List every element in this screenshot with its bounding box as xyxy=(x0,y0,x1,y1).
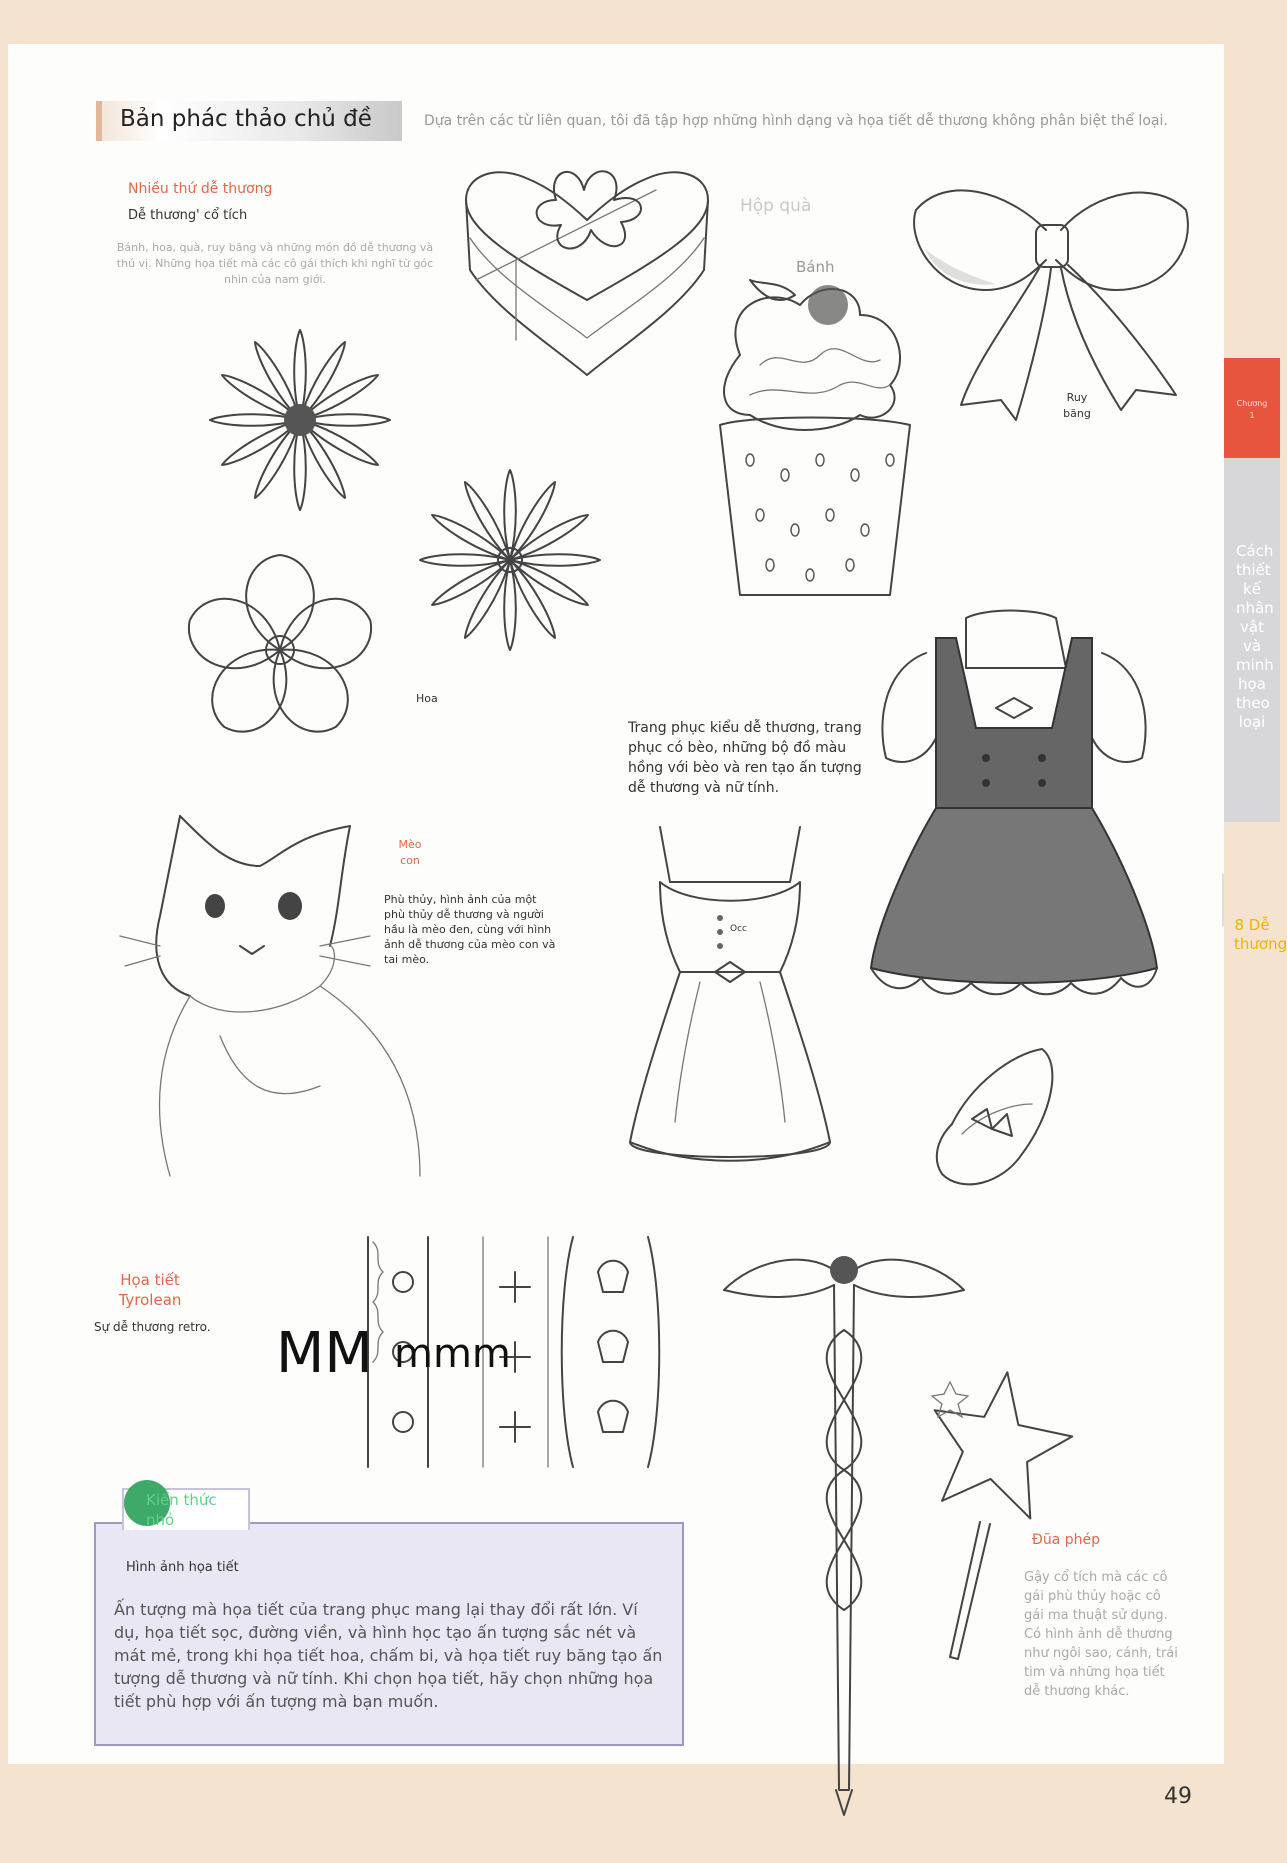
wand-title: Đũa phép xyxy=(1032,1532,1101,1548)
ribbon-bow-sketch xyxy=(906,180,1196,420)
label-ribbon: Ruy băng xyxy=(1063,391,1091,420)
tyrolean-subtitle: Sự dễ thương retro. xyxy=(94,1320,211,1334)
dress-tag: Occ xyxy=(730,924,747,934)
section-tab[interactable]: 8 Dễ thương xyxy=(1234,916,1287,953)
kitten-sketch xyxy=(120,786,480,1181)
outfit-note: Trang phục kiểu dễ thương, trang phục có bèo, những bộ đồ màu hồng với bèo và ren tạo ấn tượng dễ thương và nữ tính. xyxy=(628,720,862,796)
pattern-small: mmm xyxy=(394,1331,511,1377)
pattern-big: MM xyxy=(276,1321,373,1386)
section-intro: Dựa trên các từ liên quan, tôi đã tập hợp những hình dạng và họa tiết dễ thương không phân biệt thể loại. xyxy=(424,113,1168,129)
chapter-label: Chương 1 xyxy=(1236,399,1268,420)
label-flower: Hoa xyxy=(416,692,438,705)
label-gift-box: Hộp quà xyxy=(740,196,812,216)
shoe-sketch xyxy=(932,1044,1062,1194)
tyrolean-title: Họa tiết Tyrolean xyxy=(118,1271,182,1309)
wand-note: Gậy cổ tích mà các cô gái phù thủy hoặc cô gái ma thuật sử dụng. Có hình ảnh dễ thương như ngôi sao, cánh, trái tim và những họa tiết dễ thương khác. xyxy=(1024,1570,1178,1699)
cupcake-sketch xyxy=(710,275,920,605)
kitten-note: Phù thủy, hình ảnh của một phù thủy dễ thương và người hầu là mèo đen, cùng với hình ảnh dễ thương của mèo con và tai mèo. xyxy=(384,893,556,966)
pinafore-dress-sketch xyxy=(866,598,1162,1018)
label-cake: Bánh xyxy=(796,258,835,276)
section-title: Bản phác thảo chủ đề xyxy=(120,106,372,132)
tip-tab-label: Kiến thức nhỏ xyxy=(146,1491,217,1529)
intro-description: Bánh, hoa, quà, ruy băng và những món đồ dễ thương và thú vị. Những họa tiết mà các cô gái thích khi nghĩ từ góc nhìn của nam giới. xyxy=(116,241,434,286)
chapter-title: Cách thiết kế nhân vật và minh họa theo loại xyxy=(1236,542,1274,731)
flower-sketch xyxy=(180,310,610,760)
label-kitten: Mèo con xyxy=(398,838,422,867)
intro-heading: Nhiều thứ dễ thương xyxy=(128,181,273,197)
tip-body: Ấn tượng mà họa tiết của trang phục mang lại thay đổi rất lớn. Ví dụ, họa tiết sọc, đường viền, và hình học tạo ấn tượng sắc nét và mát mẻ, trong khi họa tiết hoa, chấm bi, và họa tiết ruy băng tạo ấn tượng dễ thương và nữ tính. Khi chọn họa tiết, hãy chọn những họa tiết phù hợp với ấn tượng mà bạn muốn. xyxy=(114,1600,663,1711)
intro-subheading: Dễ thương' cổ tích xyxy=(128,208,248,223)
dress-sketch xyxy=(620,822,840,1172)
page-number: 49 xyxy=(1164,1784,1192,1809)
tip-heading: Hình ảnh họa tiết xyxy=(126,1560,239,1575)
